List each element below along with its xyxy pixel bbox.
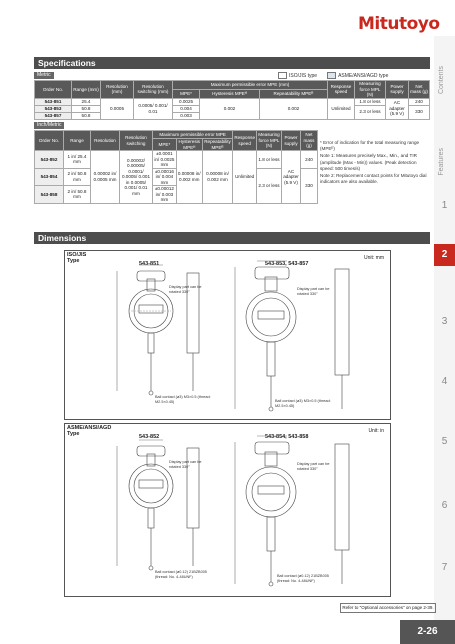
table-cell: 330 bbox=[409, 105, 430, 119]
table-cell: 0.004 bbox=[173, 105, 200, 112]
side-tab-5[interactable]: 5 bbox=[441, 436, 448, 447]
th-mass: Net mass (g) bbox=[301, 131, 318, 151]
th-mass: Net mass (g) bbox=[409, 81, 430, 99]
table-cell: 2.3 or less bbox=[355, 105, 386, 119]
th-hysteresis: Hysteresis MPEᴴ bbox=[176, 139, 202, 151]
th-power: Power supply bbox=[282, 131, 301, 151]
th-force: Measuring force MPL (N) bbox=[355, 81, 386, 99]
table-cell: 240 bbox=[301, 151, 318, 169]
th-range: Range bbox=[64, 131, 91, 151]
table-row: 543-857 bbox=[35, 112, 72, 119]
asme-legend-label: ASME/ANSI/AGD type bbox=[338, 72, 389, 79]
iso-legend-label: ISO/JIS type bbox=[289, 72, 318, 79]
ball-contact-note-a: Ball contact (ø0.12) 21BZB005 (thread: No. 4-48UNF) bbox=[155, 570, 207, 579]
th-max-error: Maximum permissible error MPE bbox=[153, 131, 233, 139]
table-cell: 1 in/ 25.4 mm bbox=[64, 151, 91, 169]
th-order: Order No. bbox=[35, 81, 72, 99]
note-item: * Error of indication for the total measuring range (MPEᴱ) bbox=[320, 140, 420, 152]
table-cell: 0.00002 in/ 0.0005 mm bbox=[91, 151, 120, 204]
display-rotate-note: Display part can be rotated 330° bbox=[169, 460, 202, 469]
table-cell: 1.8 or less bbox=[257, 151, 282, 169]
type-legend bbox=[278, 72, 388, 79]
inch-label: Inch/Metric bbox=[34, 122, 64, 129]
side-tab-4[interactable]: 4 bbox=[441, 376, 448, 387]
table-cell: 2.3 or less bbox=[257, 168, 282, 203]
th-resolution: Resolution bbox=[91, 131, 120, 151]
note-item: Note 2: Replacement contact points for Mitutoyo dial indicators are also available. bbox=[320, 172, 427, 185]
table-cell: 2 in/ 50.8 mm bbox=[64, 186, 91, 204]
table-row: 543-854 bbox=[35, 168, 64, 186]
th-res-switch: Resolution switching (mm) bbox=[134, 81, 173, 99]
table-cell: 0.002 bbox=[259, 98, 327, 119]
th-power: Power supply bbox=[386, 81, 409, 99]
table-cell: 0.00002/ 0.00005/ 0.0001/ 0.0005/ 0.001 in 0.0005/ 0.001/ 0.01 mm bbox=[120, 151, 153, 204]
panel-unit: Unit: mm bbox=[364, 255, 384, 261]
ball-contact-note-b: Ball contact (ø3) M3×0.5 (thread: M2.5×0.45) bbox=[275, 399, 331, 408]
table-cell: 50.8 bbox=[72, 105, 101, 112]
panel-type-label: ISO/JIS Type bbox=[67, 252, 87, 265]
table-row: 543-853 bbox=[35, 105, 72, 112]
table-cell: 0.003 bbox=[173, 112, 200, 119]
table-cell: Unlimited bbox=[233, 151, 257, 204]
side-tab-7[interactable]: 7 bbox=[441, 562, 448, 573]
asme-legend-swatch bbox=[327, 72, 336, 79]
metric-label: Metric bbox=[34, 72, 54, 79]
page-number: 2-26 bbox=[400, 620, 455, 644]
table-cell: 0.0025 bbox=[173, 98, 200, 105]
th-range: Range (mm) bbox=[72, 81, 101, 99]
th-force: Measuring force MPL (N) bbox=[257, 131, 282, 151]
accessories-reference: Refer to "Optional accessories" on page 2-39. bbox=[340, 603, 436, 613]
table-cell: 50.8 bbox=[72, 112, 101, 119]
ball-contact-note-a: Ball contact (ø3) M3×0.5 (thread: M2.5×0.45) bbox=[155, 395, 211, 404]
side-tab-contents[interactable]: Contents bbox=[438, 66, 445, 95]
model-label-b: 543-854, 543-858 bbox=[265, 434, 309, 440]
th-hysteresis: Hysteresis MPEᴴ bbox=[200, 89, 260, 98]
table-cell: AC adapter (5.9 V) bbox=[282, 151, 301, 204]
model-label-a: 543-851 bbox=[139, 261, 160, 267]
brand-logo: Mitutoyo bbox=[358, 14, 440, 34]
table-cell: Unlimited bbox=[328, 98, 355, 119]
note-item: Note 1: Measures precisely Max., Min., and TIR (amplitude (Max - Min)) values. (Peak detection speed: 500 times/s) bbox=[320, 153, 417, 171]
table-row: 543-852 bbox=[35, 151, 64, 169]
table-cell: 240 bbox=[409, 98, 430, 105]
table-row: 543-851 bbox=[35, 98, 72, 105]
dimensions-panel-iso bbox=[64, 250, 391, 420]
table-cell: ±0.00012 in/ 0.003 mm bbox=[153, 186, 177, 204]
iso-legend-swatch bbox=[278, 72, 287, 79]
th-response: Response speed bbox=[328, 81, 355, 99]
display-rotate-note: Display part can be rotated 330° bbox=[169, 285, 202, 294]
table-cell: 330 bbox=[301, 168, 318, 203]
table-cell: ±0.00016 in/ 0.004 mm bbox=[153, 168, 177, 186]
table-row: 543-858 bbox=[35, 186, 64, 204]
table-cell: 0.00008 in/ 0.002 mm bbox=[202, 151, 233, 204]
table-cell: 0.00008 in/ 0.002 mm bbox=[176, 151, 202, 204]
table-cell: AC adapter (5.9 V) bbox=[386, 98, 409, 119]
side-tab-1[interactable]: 1 bbox=[441, 200, 448, 211]
side-tab-3[interactable]: 3 bbox=[441, 316, 448, 327]
th-mpe: MPE* bbox=[153, 139, 177, 151]
side-tab-6[interactable]: 6 bbox=[441, 500, 448, 511]
dimensions-panel-asme bbox=[64, 423, 391, 597]
th-res-switch: Resolution switching bbox=[120, 131, 153, 151]
display-rotate-note-b: Display part can be rotated 330° bbox=[297, 462, 330, 471]
th-order: Order No. bbox=[35, 131, 64, 151]
table-cell: 0.0005/ 0.001/ 0.01 bbox=[134, 98, 173, 119]
table-cell: ±0.0001 in/ 0.0025 mm bbox=[154, 151, 175, 167]
th-repeatability: Repeatability MPEᴿ bbox=[202, 139, 233, 151]
dimensions-heading: Dimensions bbox=[34, 232, 430, 244]
th-response: Response speed bbox=[233, 131, 257, 151]
ball-contact-note-b: Ball contact (ø0.12) 21BZB005 (thread: No. 4-48UNF) bbox=[277, 574, 329, 583]
display-rotate-note-b: Display part can be rotated 330° bbox=[297, 287, 330, 296]
th-mpe: MPE* bbox=[173, 89, 200, 98]
side-tab-strip bbox=[434, 36, 455, 644]
spec-notes bbox=[320, 140, 430, 186]
inch-spec-table bbox=[34, 130, 318, 204]
table-cell: 0.0005 bbox=[101, 98, 134, 119]
table-cell: 1.8 or less bbox=[355, 98, 386, 105]
model-label-a: 543-852 bbox=[139, 434, 160, 440]
th-repeatability: Repeatability MPEᴿ bbox=[259, 89, 327, 98]
th-max-error: Maximum permissible error MPE (mm) bbox=[173, 81, 328, 90]
dimension-drawing-iso bbox=[65, 251, 390, 419]
panel-unit: Unit: in bbox=[368, 428, 384, 434]
th-resolution: Resolution (mm) bbox=[101, 81, 134, 99]
specifications-heading: Specifications bbox=[34, 57, 430, 69]
side-tab-features[interactable]: Features bbox=[438, 148, 445, 176]
model-label-b: 543-853, 543-857 bbox=[265, 261, 309, 267]
table-cell: 0.002 bbox=[200, 98, 260, 119]
metric-spec-table bbox=[34, 80, 430, 120]
dimension-drawing-asme bbox=[65, 424, 390, 596]
side-tab-2[interactable]: 2 bbox=[434, 244, 455, 266]
table-cell: 2 in/ 50.8 mm bbox=[64, 168, 91, 186]
table-cell: 25.4 bbox=[72, 98, 101, 105]
panel-type-label: ASME/ANSI/AGD Type bbox=[67, 425, 112, 438]
